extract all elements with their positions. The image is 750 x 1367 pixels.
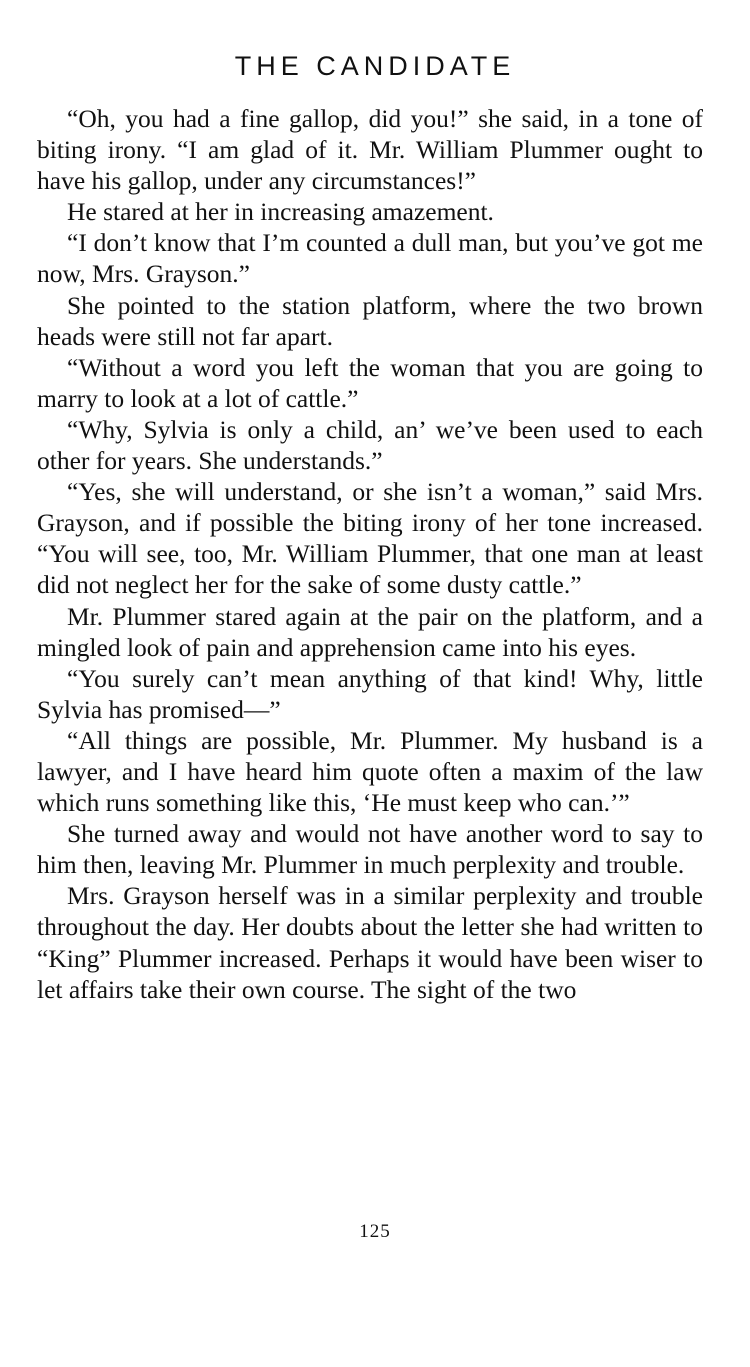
paragraph: She turned away and would not have another word to say to him then, leaving Mr. Plummer in much perplexity and trouble. xyxy=(37,819,703,880)
body-text xyxy=(37,103,703,1005)
paragraph: “Yes, she will understand, or she isn’t a woman,” said Mrs. Grayson, and if possible the biting irony of her tone increased. “You will see, too, Mr. William Plummer, that one man at least did not neglect her for the sake of some dusty cattle.” xyxy=(37,477,703,600)
paragraph: “All things are possible, Mr. Plummer. My husband is a lawyer, and I have heard him quote often a maxim of the law which runs something like this, ‘He must keep who can.’” xyxy=(37,725,703,818)
paragraph: “I don’t know that I’m counted a dull man, but you’ve got me now, Mrs. Grayson.” xyxy=(37,228,703,289)
paragraph: “Why, Sylvia is only a child, an’ we’ve been used to each other for years. She understands.” xyxy=(37,414,703,476)
paragraph: He stared at her in increasing amazement. xyxy=(67,197,494,227)
page-number: 125 xyxy=(359,1221,391,1242)
paragraph: “Without a word you left the woman that you are going to marry to look at a lot of cattle.” xyxy=(37,352,703,413)
paragraph: She pointed to the station platform, where the two brown heads were still not far apart. xyxy=(37,290,703,351)
paragraph: Mr. Plummer stared again at the pair on the platform, and a mingled look of pain and apprehension came into his eyes. xyxy=(37,601,703,662)
paragraph: “Oh, you had a fine gallop, did you!” she said, in a tone of biting irony. “I am glad of it. Mr. William Plummer ought to have his gallop, under any circumstances!” xyxy=(37,104,703,196)
paragraph: Mrs. Grayson herself was in a similar perplexity and trouble throughout the day. Her doubts about the letter she had written to “King” Plummer increased. Perhaps it would have been wiser to let affairs take their own course. The sight of the two xyxy=(37,881,703,1004)
paragraph: “You surely can’t mean anything of that kind! Why, little Sylvia has promised—” xyxy=(37,663,703,724)
running-head: THE CANDIDATE xyxy=(234,51,516,81)
